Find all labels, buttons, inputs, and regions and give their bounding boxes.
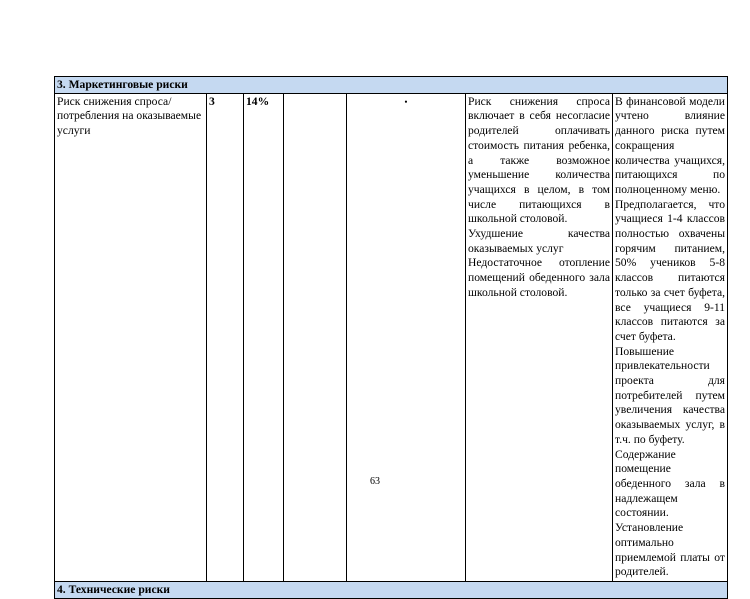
risk-name-cell: Риск снижения спроса/ потребления на оказываемые услуги [55,93,207,581]
bullet-cell [347,93,466,581]
section-title: 3. Маркетинговые риски [55,77,728,94]
measures-paragraph: Содержание помещение обеденного зала в надлежащем состоянии. [615,447,726,520]
section-header-technical [55,581,728,598]
description-paragraph: Риск снижения спроса включает в себя несогласие родителей оплачивать стоимость питания ребенка, а также возможное уменьшение количества учащихся в целом, в том числе питающихся в школьной столовой. [468,94,610,226]
description-cell [466,93,613,581]
measures-paragraph: Повышение привлекательности проекта для потребителей путем увеличения качества оказываемых услуг, в т.ч. по буфету. [615,344,726,446]
bullet-icon: • [404,96,408,107]
section-header-marketing [55,77,728,94]
measures-paragraph: Установление оптимально приемлемой платы от родителей. [615,521,726,579]
measures-paragraph: В финансовой модели учтено влияние данного риска путем сокращения количества учащихся, питающихся по полноценному меню. [615,94,726,196]
measures-paragraph: Предполагается, что учащиеся 1-4 классов полностью охвачены горячим питанием, 50% учеников 5-8 классов питаются только за счет буфета, все учащиеся 9-11 классов питаются за счет буфета. [615,197,726,343]
risk-table [54,76,728,599]
description-paragraph: Ухудшение качества оказываемых услуг [468,227,610,255]
description-paragraph: Недостаточное отопление помещений обеденного зала школьной столовой. [468,256,610,299]
section-title: 4. Технические риски [55,581,728,598]
probability-cell: 3 [207,93,244,581]
empty-cell [284,93,347,581]
percent-cell: 14% [244,93,284,581]
page-number: 63 [370,476,380,487]
measures-cell [613,93,728,581]
table-row [55,93,728,581]
